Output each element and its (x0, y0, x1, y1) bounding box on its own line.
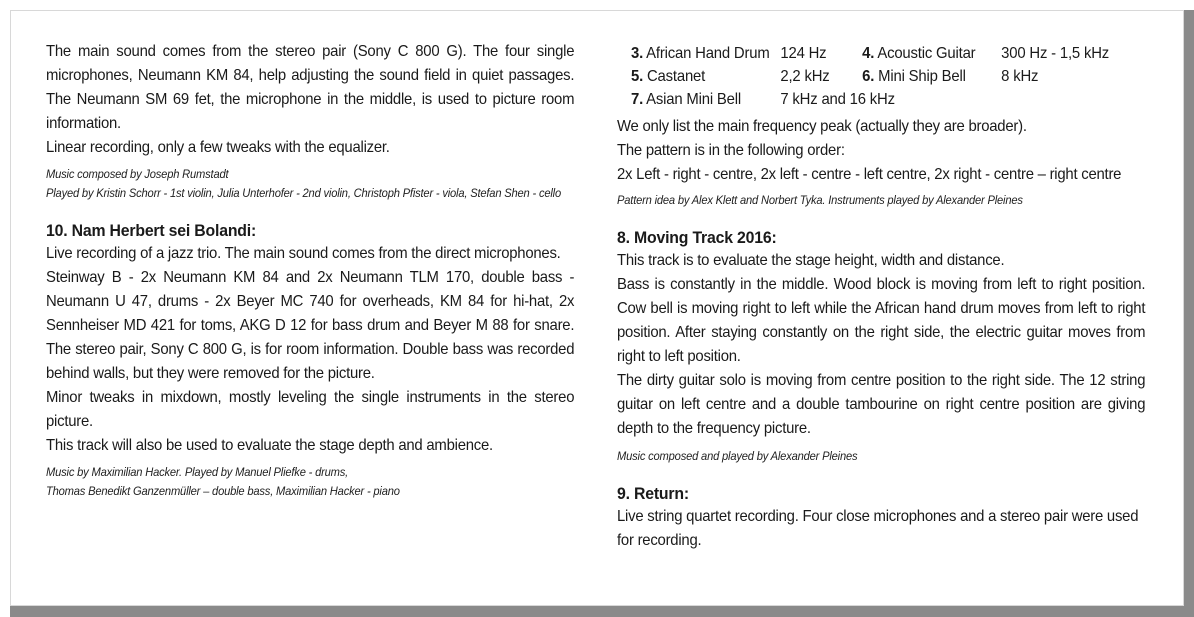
instrument-row (631, 65, 1109, 88)
instrument-frequency-table (631, 42, 1109, 111)
page-shadow-right (1183, 10, 1194, 617)
frequency-cell: 300 Hz - 1,5 kHz (1001, 45, 1110, 62)
instrument-row (631, 42, 1109, 65)
right-column (617, 42, 1145, 553)
track-10-paragraph: Live recording of a jazz trio. The main sound comes from the direct microphones. (46, 245, 561, 262)
instrument-cell: 6. Mini Ship Bell (862, 68, 966, 85)
composer-credit: Music composed by Joseph Rumstadt (46, 167, 229, 181)
track-8-paragraph: Bass is constantly in the middle. Wood block is moving from left to right position. Cow bell is moving right to left while the African hand drum moves from left to right position. After staying constantly on the right side, the electric guitar moves from right to left position. (617, 276, 1146, 365)
page-shadow-bottom (10, 605, 1194, 617)
intro-paragraph: The main sound comes from the stereo pair (Sony C 800 G). The four single microphones, Neumann KM 84, help adjusting the sound field in quiet passages. The Neumann SM 69 fet, the microphone in the middle, is used to picture room information. (46, 43, 575, 132)
track-10-credit: Music by Maximilian Hacker. Played by Manuel Pliefke - drums, (46, 465, 349, 479)
frequency-cell: 124 Hz (780, 45, 827, 62)
track-10-heading: 10. Nam Herbert sei Bolandi: (46, 221, 257, 240)
frequency-cell: 2,2 kHz (780, 68, 830, 85)
instrument-row (631, 88, 1109, 111)
instrument-cell: 5. Castanet (631, 68, 706, 85)
track-9-heading: 9. Return: (617, 484, 689, 503)
frequency-cell: 8 kHz (1001, 68, 1039, 85)
track-10-paragraph: Minor tweaks in mixdown, mostly leveling the single instruments in the stereo picture. (46, 389, 575, 430)
track-8-heading: 8. Moving Track 2016: (617, 228, 777, 247)
left-column (46, 40, 574, 501)
track-10-paragraph: This track will also be used to evaluate the stage depth and ambience. (46, 437, 493, 454)
frequency-note: We only list the main frequency peak (actually they are broader). (617, 118, 1027, 135)
frequency-cell: 7 kHz and 16 kHz (780, 91, 895, 108)
instrument-cell: 7. Asian Mini Bell (631, 91, 741, 108)
track-9-paragraph: Live string quartet recording. Four close microphones and a stereo pair were used for recording. (617, 508, 1139, 549)
pattern-intro: The pattern is in the following order: (617, 142, 845, 159)
instrument-cell: 4. Acoustic Guitar (862, 45, 976, 62)
track-10-paragraph: Steinway B - 2x Neumann KM 84 and 2x Neumann TLM 170, double bass - Neumann U 47, drums - 2x Beyer MC 740 for overheads, KM 84 for hi-hat, 2x Sennheiser MD 421 for toms, AKG D 12 for bass drum and Beyer M 88 for snare. The stereo pair, Sony C 800 G, is for room information. Double bass was recorded behind walls, but they were removed for the picture. (46, 269, 575, 382)
pattern-sequence: 2x Left - right - centre, 2x left - centre - left centre, 2x right - centre – right centre (617, 166, 1122, 183)
track-10-credit: Thomas Benedikt Ganzenmüller – double bass, Maximilian Hacker - piano (46, 484, 400, 498)
track-8-paragraph: The dirty guitar solo is moving from centre position to the right side. The 12 string guitar on left centre and a double tambourine on right centre position are giving depth to the frequency picture. (617, 372, 1146, 437)
instrument-cell: 3. African Hand Drum (631, 45, 770, 62)
track-8-paragraph: This track is to evaluate the stage height, width and distance. (617, 252, 1005, 269)
track-8-credit: Music composed and played by Alexander Pleines (617, 449, 858, 463)
intro-paragraph: Linear recording, only a few tweaks with the equalizer. (46, 139, 390, 156)
performer-credit: Played by Kristin Schorr - 1st violin, Julia Unterhofer - 2nd violin, Christoph Pfister - viola, Stefan Shen - cello (46, 186, 561, 200)
pattern-credit: Pattern idea by Alex Klett and Norbert Tyka. Instruments played by Alexander Pleines (617, 193, 1023, 207)
